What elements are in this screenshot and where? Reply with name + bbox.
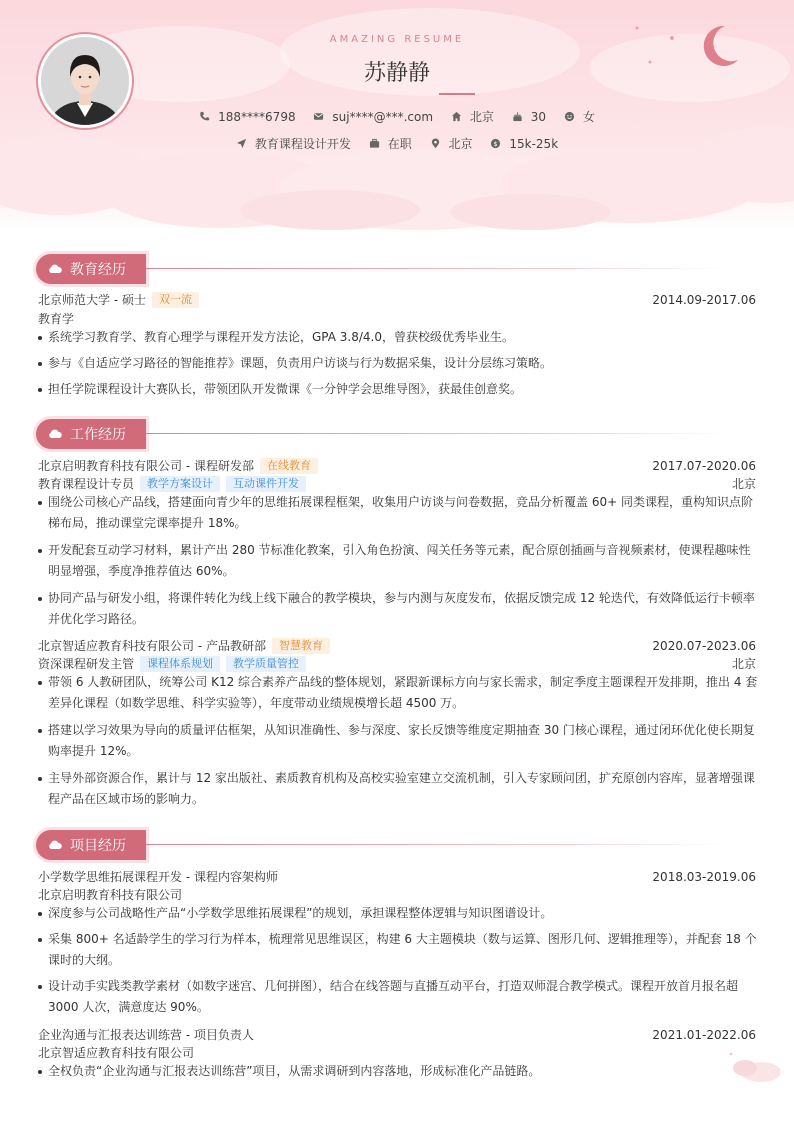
project-date: 2021.01-2022.06 [652, 1027, 756, 1042]
cloud-icon [48, 840, 62, 850]
send-icon [236, 138, 247, 149]
project-name: 小学数学思维拓展课程开发 - 课程内容架构师 [38, 870, 278, 884]
projects-title: 项目经历 [70, 838, 126, 854]
money-icon [490, 138, 501, 149]
resume-subtitle: AMAZING RESUME [329, 34, 465, 45]
cloud-decoration-icon [725, 1050, 787, 1086]
list-item: 设计动手实践类教学素材（如数字迷宫、几何拼图），结合在线答题与直播互动平台，打造双师混合教学模式。课程开放首月报名超 3000 人次，满意度达 90%。 [38, 976, 758, 1018]
industry-badge: 在线教育 [260, 458, 318, 474]
list-item: 搭建以学习效果为导向的质量评估框架，从知识准确性、参与深度、家长反馈等维度定期抽查 30 门核心课程，通过闭环优化使长期复购率提升 12%。 [38, 720, 758, 762]
intent-row [0, 135, 794, 152]
list-item: 全权负责“企业沟通与汇报表达训练营”项目，从需求调研到内容落地，形成标准化产品链路。 [38, 1061, 758, 1082]
location-item [451, 108, 494, 125]
project-name: 企业沟通与汇报表达训练营 - 项目负责人 [38, 1028, 254, 1042]
name-underline [439, 93, 475, 95]
age-item [512, 110, 546, 124]
list-item: 围绕公司核心产品线，搭建面向青少年的思维拓展课程框架，收集用户访谈与问卷数据，竞品分析覆盖 60+ 同类课程，重构知识点阶梯布局，推动课堂完课率提升 18%。 [38, 492, 758, 534]
list-item: 担任学院课程设计大赛队长，带领团队开发微课《一分钟学会思维导图》，获最佳创意奖。 [38, 379, 758, 400]
skill-tag: 教学质量管控 [226, 656, 306, 672]
briefcase-icon [369, 138, 380, 149]
location-text: 北京 [469, 110, 494, 124]
company-name: 北京启明教育科技有限公司 - 课程研发部 [38, 459, 254, 473]
gender-text: 女 [582, 110, 595, 124]
school-name: 北京师范大学 - 硕士 [38, 293, 146, 307]
job-date: 2020.07-2023.06 [652, 638, 756, 653]
cloud-icon [48, 264, 62, 274]
project-company: 北京启明教育科技有限公司 [38, 888, 183, 902]
home-icon [451, 111, 462, 122]
job-role: 教育课程设计专员 [38, 477, 135, 491]
job-header [38, 457, 756, 474]
mail-icon [313, 111, 324, 122]
job-date: 2017.07-2020.06 [652, 458, 756, 473]
phone-text: 188****6798 [218, 109, 296, 124]
age-text: 30 [530, 109, 547, 124]
skill-tag: 教学方案设计 [140, 476, 220, 492]
section-divider [146, 433, 726, 434]
list-item: 带领 6 人教研团队，统筹公司 K12 综合素养产品线的整体规划，紧跟新课标方向与家长需求，制定季度主题课程开发排期，推出 4 套差异化课程（如数学思维、科学实验等），年度带动业绩规模增长超 4500 万。 [38, 672, 758, 714]
target-position-item [236, 135, 351, 152]
work-title: 工作经历 [70, 427, 126, 443]
header-banner [0, 0, 794, 235]
education-date: 2014.09-2017.06 [652, 292, 756, 307]
skill-tag: 课程体系规划 [140, 656, 220, 672]
job-city: 北京 [731, 477, 756, 491]
projects-section-header [36, 829, 146, 861]
job-header [38, 637, 756, 654]
major-text: 教育学 [38, 312, 75, 326]
job-role-line [38, 475, 756, 492]
section-divider [146, 268, 726, 269]
company-name: 北京智适应教育科技有限公司 - 产品教研部 [38, 639, 266, 653]
phone-item [199, 110, 295, 124]
list-item: 采集 800+ 名适龄学生的学习行为样本，梳理常见思维误区，构建 6 大主题模块（数与运算、图形几何、逻辑推理等），并配套 18 个课时的大纲。 [38, 929, 758, 971]
project-company-line [38, 886, 756, 903]
list-item: 开发配套互动学习材料，累计产出 280 节标准化教案，引入角色扮演、闯关任务等元素，配合原创插画与音视频素材，使课程趣味性明显增强，季度净推荐值达 60%。 [38, 540, 758, 582]
work-section-header [36, 418, 146, 450]
skill-tag: 互动课件开发 [226, 476, 306, 492]
status-text: 在职 [387, 137, 412, 151]
project-header [38, 1026, 756, 1043]
target-city-item [430, 135, 473, 152]
contact-row [0, 108, 794, 125]
project-company-line [38, 1044, 756, 1061]
list-item: 系统学习教育学、教育心理学与课程开发方法论，GPA 3.8/4.0，曾获校级优秀毕业生。 [38, 327, 758, 348]
list-item: 协同产品与研发小组，将课件转化为线上线下融合的教学模块，参与内测与灰度发布，依据反馈完成 12 轮迭代，有效降低运行卡顿率并优化学习路径。 [38, 588, 758, 630]
candidate-name: 苏静静 [363, 61, 430, 86]
gender-item [564, 108, 595, 125]
project-date: 2018.03-2019.06 [652, 869, 756, 884]
salary-item [490, 137, 558, 151]
project-company: 北京智适应教育科技有限公司 [38, 1046, 195, 1060]
cake-icon [512, 111, 523, 122]
education-title: 教育经历 [70, 262, 126, 278]
location-pin-icon [430, 138, 441, 149]
status-item [369, 135, 412, 152]
education-section-header [36, 253, 146, 285]
school-badge: 双一流 [152, 292, 199, 308]
section-divider [146, 844, 726, 845]
email-item [313, 110, 433, 124]
cloud-icon [48, 429, 62, 439]
list-item: 深度参与公司战略性产品“小学数学思维拓展课程”的规划，承担课程整体逻辑与知识图谱设计。 [38, 903, 758, 924]
svg-text:$: $ [493, 139, 498, 148]
project-header [38, 868, 756, 885]
job-role: 资深课程研发主管 [38, 657, 135, 671]
industry-badge: 智慧教育 [272, 638, 330, 654]
education-header [38, 291, 756, 308]
phone-icon [199, 111, 210, 122]
job-city: 北京 [731, 657, 756, 671]
smile-icon [564, 111, 575, 122]
job-role-line [38, 655, 756, 672]
target-city-text: 北京 [448, 137, 473, 151]
list-item: 参与《自适应学习路径的智能推荐》课题，负责用户访谈与行为数据采集，设计分层练习策略。 [38, 353, 758, 374]
target-position-text: 教育课程设计开发 [254, 137, 351, 151]
email-text: suj****@***.com [332, 109, 434, 124]
salary-text: 15k-25k [509, 136, 559, 151]
education-major-line [38, 310, 756, 327]
list-item: 主导外部资源合作，累计与 12 家出版社、素质教育机构及高校实验室建立交流机制，引入专家顾问团，扩充原创内容库，显著增强课程产品在区域市场的影响力。 [38, 768, 758, 810]
